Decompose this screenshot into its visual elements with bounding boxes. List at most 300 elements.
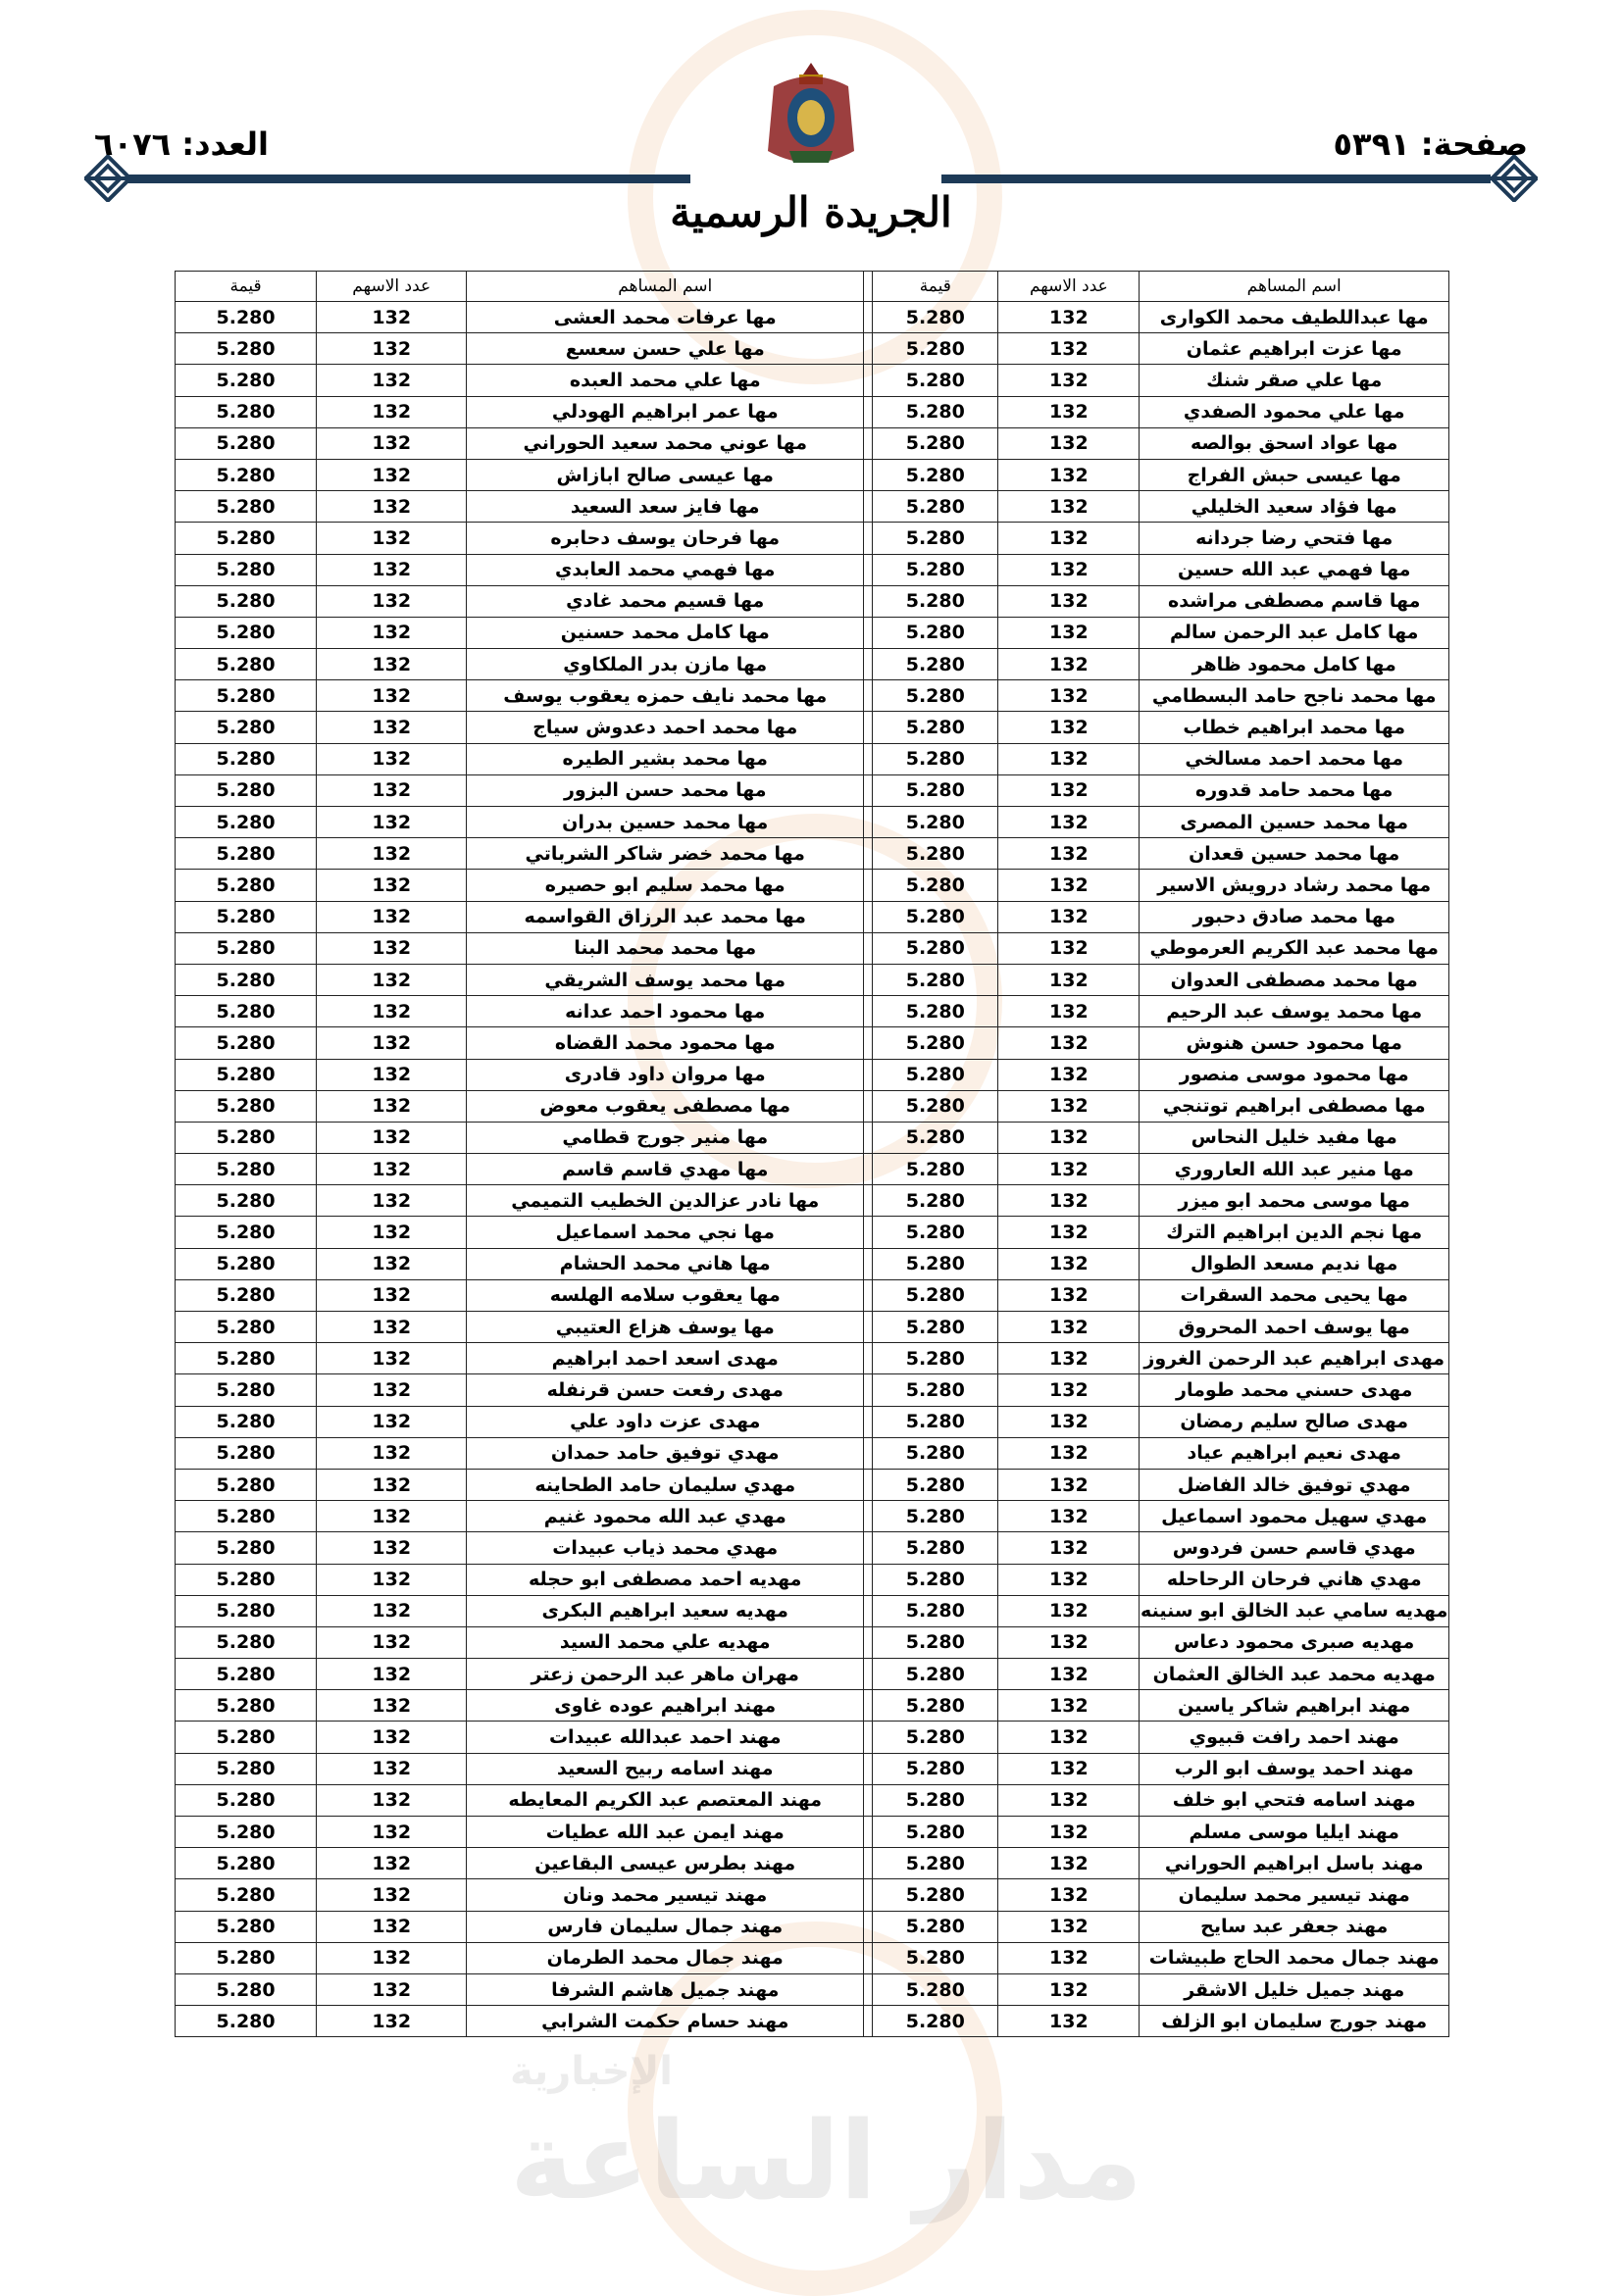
cell-name-left: مها عوني محمد سعيد الحوراني <box>467 427 864 459</box>
cell-name-left: مها محمد سليم ابو حصيره <box>467 870 864 901</box>
table-row <box>176 365 1449 396</box>
cell-name-left: مهدي توفيق حامد حمدان <box>467 1437 864 1469</box>
cell-value-left: 5.280 <box>176 1753 317 1784</box>
column-gap <box>864 1879 873 1911</box>
table-row <box>176 1374 1449 1406</box>
cell-value-right: 5.280 <box>873 1690 998 1722</box>
cell-name-right: مها كامل عبد الرحمن سالم <box>1140 617 1449 648</box>
cell-shares-left: 132 <box>317 617 467 648</box>
cell-value-left: 5.280 <box>176 1532 317 1564</box>
cell-value-left: 5.280 <box>176 617 317 648</box>
cell-value-left: 5.280 <box>176 743 317 774</box>
cell-name-left: مهدي سليمان حامد الطحاينه <box>467 1469 864 1500</box>
cell-shares-right: 132 <box>998 1879 1140 1911</box>
cell-name-left: مها كامل محمد حسنين <box>467 617 864 648</box>
cell-name-left: مهند اسامه ربيح السعيد <box>467 1753 864 1784</box>
cell-name-left: مها مهدي قاسم قاسم <box>467 1154 864 1185</box>
cell-shares-left: 132 <box>317 932 467 964</box>
cell-name-left: مهدى اسعد احمد ابراهيم <box>467 1343 864 1374</box>
cell-shares-left: 132 <box>317 1690 467 1722</box>
cell-shares-right: 132 <box>998 333 1140 365</box>
cell-name-left: مهند ابراهيم عوده غاوى <box>467 1690 864 1722</box>
cell-shares-left: 132 <box>317 459 467 490</box>
cell-value-right: 5.280 <box>873 2006 998 2037</box>
cell-name-right: مها نديم مسعد الطوال <box>1140 1248 1449 1279</box>
column-gap <box>864 1343 873 1374</box>
table-row <box>176 901 1449 932</box>
cell-value-left: 5.280 <box>176 1154 317 1185</box>
cell-shares-left: 132 <box>317 1185 467 1217</box>
table-row <box>176 1879 1449 1911</box>
cell-shares-right: 132 <box>998 838 1140 870</box>
cell-value-right: 5.280 <box>873 1248 998 1279</box>
column-gap <box>864 365 873 396</box>
column-gap <box>864 1564 873 1595</box>
column-gap <box>864 1312 873 1343</box>
cell-shares-left: 132 <box>317 1343 467 1374</box>
cell-name-right: مهند جمال محمد الحاج طبيشات <box>1140 1942 1449 1973</box>
cell-value-left: 5.280 <box>176 1312 317 1343</box>
column-gap <box>864 302 873 333</box>
table-row <box>176 427 1449 459</box>
header-shares-left: عدد الاسهم <box>317 272 467 302</box>
header-shares-right: عدد الاسهم <box>998 272 1140 302</box>
column-gap <box>864 1090 873 1122</box>
issue-number: العدد: ٦٠٧٦ <box>94 125 270 163</box>
cell-value-left: 5.280 <box>176 491 317 523</box>
column-gap <box>864 459 873 490</box>
table-row <box>176 712 1449 743</box>
column-gap <box>864 807 873 838</box>
column-gap <box>864 1154 873 1185</box>
cell-name-left: مها علي محمد العبده <box>467 365 864 396</box>
column-gap <box>864 554 873 585</box>
cell-shares-right: 132 <box>998 680 1140 712</box>
cell-value-right: 5.280 <box>873 1217 998 1248</box>
cell-name-left: مها محمد يوسف الشريقي <box>467 964 864 995</box>
cell-value-left: 5.280 <box>176 1973 317 2005</box>
cell-value-left: 5.280 <box>176 1217 317 1248</box>
cell-name-right: مها محمد صادق دحبور <box>1140 901 1449 932</box>
table-row <box>176 302 1449 333</box>
cell-shares-left: 132 <box>317 1595 467 1626</box>
column-gap <box>864 523 873 554</box>
table-row <box>176 1595 1449 1626</box>
cell-shares-left: 132 <box>317 1122 467 1153</box>
header-name-right: اسم المساهم <box>1140 272 1449 302</box>
cell-shares-left: 132 <box>317 333 467 365</box>
column-gap <box>864 1595 873 1626</box>
cell-shares-left: 132 <box>317 1027 467 1059</box>
cell-name-left: مها مازن بدر الملكاوي <box>467 649 864 680</box>
cell-value-right: 5.280 <box>873 1090 998 1122</box>
cell-name-right: مهند جعفر عبد سايح <box>1140 1911 1449 1942</box>
cell-value-right: 5.280 <box>873 1564 998 1595</box>
cell-value-right: 5.280 <box>873 680 998 712</box>
cell-name-right: مها يوسف احمد المحروق <box>1140 1312 1449 1343</box>
cell-value-right: 5.280 <box>873 491 998 523</box>
table-row <box>176 1469 1449 1500</box>
cell-value-left: 5.280 <box>176 1122 317 1153</box>
cell-value-right: 5.280 <box>873 1279 998 1311</box>
table-row <box>176 1501 1449 1532</box>
cell-name-right: مها قاسم مصطفى مراشده <box>1140 585 1449 617</box>
cell-value-left: 5.280 <box>176 1437 317 1469</box>
cell-name-right: مهند اسامه فتحي ابو خلف <box>1140 1784 1449 1816</box>
cell-value-right: 5.280 <box>873 365 998 396</box>
column-gap <box>864 1817 873 1848</box>
table-row <box>176 617 1449 648</box>
cell-shares-left: 132 <box>317 964 467 995</box>
cell-shares-left: 132 <box>317 1279 467 1311</box>
cell-name-left: مها محمد حسن البزور <box>467 774 864 806</box>
column-gap <box>864 1122 873 1153</box>
cell-value-right: 5.280 <box>873 1185 998 1217</box>
cell-shares-right: 132 <box>998 1406 1140 1437</box>
cell-name-left: مهند بطرس عيسى البقاعين <box>467 1848 864 1879</box>
cell-value-right: 5.280 <box>873 1374 998 1406</box>
cell-name-right: مها علي محمود الصفدي <box>1140 396 1449 427</box>
cell-name-left: مها مروان داود قادرى <box>467 1059 864 1090</box>
cell-name-left: مهران ماهر عبد الرحمن زعتر <box>467 1659 864 1690</box>
cell-name-left: مها يعقوب سلامه الهلسه <box>467 1279 864 1311</box>
cell-value-right: 5.280 <box>873 1879 998 1911</box>
table-row <box>176 585 1449 617</box>
cell-name-right: مها محمد حسين قعدان <box>1140 838 1449 870</box>
cell-name-right: مها محمد يوسف عبد الرحيم <box>1140 996 1449 1027</box>
cell-value-right: 5.280 <box>873 302 998 333</box>
table-row <box>176 1564 1449 1595</box>
table-row <box>176 1626 1449 1658</box>
cell-name-right: مها عبداللطيف محمد الكوارى <box>1140 302 1449 333</box>
cell-value-left: 5.280 <box>176 1659 317 1690</box>
column-gap <box>864 932 873 964</box>
cell-value-right: 5.280 <box>873 1973 998 2005</box>
table-row <box>176 1217 1449 1248</box>
cell-name-right: مهدي هاني فرحان الرحاحله <box>1140 1564 1449 1595</box>
cell-value-right: 5.280 <box>873 1911 998 1942</box>
column-gap <box>864 491 873 523</box>
cell-shares-right: 132 <box>998 1374 1140 1406</box>
cell-name-right: مها فتحي رضا جردانه <box>1140 523 1449 554</box>
cell-shares-left: 132 <box>317 1469 467 1500</box>
cell-shares-left: 132 <box>317 1879 467 1911</box>
cell-shares-right: 132 <box>998 1312 1140 1343</box>
cell-value-right: 5.280 <box>873 838 998 870</box>
cell-name-left: مها فهمي محمد العابدي <box>467 554 864 585</box>
column-gap <box>864 427 873 459</box>
cell-shares-right: 132 <box>998 554 1140 585</box>
column-gap <box>864 996 873 1027</box>
cell-name-left: مها محمد احمد دعدوش سياج <box>467 712 864 743</box>
column-gap <box>864 1722 873 1753</box>
cell-value-left: 5.280 <box>176 774 317 806</box>
cell-name-left: مهند جميل هاشم الشرفا <box>467 1973 864 2005</box>
cell-name-right: مهند تيسير محمد سليمان <box>1140 1879 1449 1911</box>
cell-shares-left: 132 <box>317 1532 467 1564</box>
cell-value-right: 5.280 <box>873 554 998 585</box>
cell-name-left: مهند احمد عبدالله عبيدات <box>467 1722 864 1753</box>
cell-shares-right: 132 <box>998 2006 1140 2037</box>
cell-value-right: 5.280 <box>873 523 998 554</box>
column-gap <box>864 1659 873 1690</box>
cell-value-left: 5.280 <box>176 396 317 427</box>
column-gap <box>864 1532 873 1564</box>
cell-value-left: 5.280 <box>176 1911 317 1942</box>
cell-shares-left: 132 <box>317 554 467 585</box>
table-row <box>176 491 1449 523</box>
cell-name-left: مها قسيم محمد غادي <box>467 585 864 617</box>
table-row <box>176 964 1449 995</box>
shareholders-table <box>175 271 1449 2037</box>
table-header-row <box>176 272 1449 302</box>
cell-value-left: 5.280 <box>176 427 317 459</box>
column-gap <box>864 1690 873 1722</box>
cell-value-right: 5.280 <box>873 1343 998 1374</box>
cell-shares-left: 132 <box>317 1722 467 1753</box>
cell-name-left: مهديه احمد مصطفى ابو حجله <box>467 1564 864 1595</box>
table-row <box>176 1406 1449 1437</box>
cell-shares-left: 132 <box>317 774 467 806</box>
cell-name-right: مها عواد اسحق بوالصه <box>1140 427 1449 459</box>
cell-shares-right: 132 <box>998 1564 1140 1595</box>
cell-name-right: مها محمود حسن هنوش <box>1140 1027 1449 1059</box>
cell-shares-left: 132 <box>317 491 467 523</box>
cell-value-left: 5.280 <box>176 1343 317 1374</box>
table-row <box>176 1532 1449 1564</box>
cell-shares-left: 132 <box>317 838 467 870</box>
cell-name-left: مها نادر عزالدين الخطيب التميمي <box>467 1185 864 1217</box>
table-row <box>176 932 1449 964</box>
cell-shares-left: 132 <box>317 807 467 838</box>
cell-name-right: مها مفيد خليل النحاس <box>1140 1122 1449 1153</box>
cell-shares-right: 132 <box>998 491 1140 523</box>
cell-name-right: مها محمود موسى منصور <box>1140 1059 1449 1090</box>
header-name-left: اسم المساهم <box>467 272 864 302</box>
column-gap <box>864 1217 873 1248</box>
cell-value-left: 5.280 <box>176 1564 317 1595</box>
cell-shares-right: 132 <box>998 1437 1140 1469</box>
page-number: صفحة: ٥٣٩١ <box>1333 125 1528 163</box>
cell-shares-right: 132 <box>998 964 1140 995</box>
table-row <box>176 1312 1449 1343</box>
column-gap <box>864 1248 873 1279</box>
cell-shares-left: 132 <box>317 427 467 459</box>
cell-name-right: مها مصطفى ابراهيم توتنجي <box>1140 1090 1449 1122</box>
cell-name-right: مها نجم الدين ابراهيم الترك <box>1140 1217 1449 1248</box>
cell-shares-left: 132 <box>317 870 467 901</box>
cell-value-left: 5.280 <box>176 1406 317 1437</box>
cell-value-left: 5.280 <box>176 1469 317 1500</box>
cell-shares-left: 132 <box>317 365 467 396</box>
cell-shares-right: 132 <box>998 712 1140 743</box>
cell-name-left: مهند حسام حكمت الشرابي <box>467 2006 864 2037</box>
column-gap <box>864 333 873 365</box>
cell-shares-right: 132 <box>998 459 1140 490</box>
cell-shares-left: 132 <box>317 1374 467 1406</box>
cell-shares-left: 132 <box>317 1911 467 1942</box>
header-value-left: قيمة <box>176 272 317 302</box>
cell-value-left: 5.280 <box>176 1185 317 1217</box>
cell-shares-right: 132 <box>998 1911 1140 1942</box>
cell-name-right: مهند ابراهيم شاكر ياسين <box>1140 1690 1449 1722</box>
cell-shares-right: 132 <box>998 1784 1140 1816</box>
cell-value-right: 5.280 <box>873 901 998 932</box>
cell-value-left: 5.280 <box>176 302 317 333</box>
table-body <box>176 302 1449 2037</box>
cell-value-left: 5.280 <box>176 554 317 585</box>
column-gap <box>864 1059 873 1090</box>
table-row <box>176 1722 1449 1753</box>
cell-name-right: مها محمد احمد مسالخي <box>1140 743 1449 774</box>
watermark-brand: مدار الساعة <box>510 2098 1143 2223</box>
cell-value-right: 5.280 <box>873 1942 998 1973</box>
cell-shares-left: 132 <box>317 1501 467 1532</box>
cell-value-left: 5.280 <box>176 1501 317 1532</box>
cell-shares-left: 132 <box>317 1406 467 1437</box>
cell-shares-left: 132 <box>317 1848 467 1879</box>
cell-value-left: 5.280 <box>176 1626 317 1658</box>
cell-value-right: 5.280 <box>873 807 998 838</box>
cell-name-right: مهدي توفيق خالد الفاضل <box>1140 1469 1449 1500</box>
table-row <box>176 1343 1449 1374</box>
cell-name-left: مهدي محمد ذياب عبيدات <box>467 1532 864 1564</box>
cell-value-left: 5.280 <box>176 712 317 743</box>
column-gap <box>864 649 873 680</box>
cell-name-right: مهدى حسني محمد طومار <box>1140 1374 1449 1406</box>
table-row <box>176 2006 1449 2037</box>
cell-value-right: 5.280 <box>873 932 998 964</box>
cell-value-left: 5.280 <box>176 585 317 617</box>
cell-name-right: مها محمد مصطفى العدوان <box>1140 964 1449 995</box>
cell-shares-right: 132 <box>998 1848 1140 1879</box>
column-gap <box>864 1469 873 1500</box>
cell-value-right: 5.280 <box>873 1406 998 1437</box>
cell-value-right: 5.280 <box>873 1626 998 1658</box>
cell-shares-left: 132 <box>317 712 467 743</box>
cell-shares-right: 132 <box>998 1501 1140 1532</box>
cell-shares-left: 132 <box>317 1312 467 1343</box>
table-row <box>176 1437 1449 1469</box>
cell-value-right: 5.280 <box>873 774 998 806</box>
cell-value-right: 5.280 <box>873 1437 998 1469</box>
cell-shares-right: 132 <box>998 996 1140 1027</box>
cell-value-left: 5.280 <box>176 1690 317 1722</box>
column-gap <box>864 901 873 932</box>
cell-name-right: مها فهمي عبد الله حسين <box>1140 554 1449 585</box>
cell-shares-right: 132 <box>998 1090 1140 1122</box>
cell-shares-right: 132 <box>998 807 1140 838</box>
cell-name-right: مها موسى محمد ابو ميزر <box>1140 1185 1449 1217</box>
cell-value-left: 5.280 <box>176 523 317 554</box>
cell-shares-right: 132 <box>998 1217 1140 1248</box>
column-gap <box>864 1753 873 1784</box>
cell-value-right: 5.280 <box>873 1659 998 1690</box>
cell-name-right: مها محمد حسين المصرى <box>1140 807 1449 838</box>
cell-value-left: 5.280 <box>176 1942 317 1973</box>
cell-value-right: 5.280 <box>873 333 998 365</box>
table-row <box>176 1911 1449 1942</box>
cell-name-left: مهند جمال محمد الطرمان <box>467 1942 864 1973</box>
cell-shares-left: 132 <box>317 1659 467 1690</box>
cell-value-left: 5.280 <box>176 807 317 838</box>
cell-value-right: 5.280 <box>873 1154 998 1185</box>
table-row <box>176 680 1449 712</box>
cell-shares-right: 132 <box>998 302 1140 333</box>
cell-shares-right: 132 <box>998 427 1140 459</box>
cell-name-left: مهدي عبد الله محمود غنيم <box>467 1501 864 1532</box>
table-row <box>176 523 1449 554</box>
cell-value-left: 5.280 <box>176 1248 317 1279</box>
cell-name-left: مها يوسف هزاع العتيبي <box>467 1312 864 1343</box>
column-gap <box>864 743 873 774</box>
table-row <box>176 996 1449 1027</box>
cell-shares-right: 132 <box>998 1248 1140 1279</box>
column-gap <box>864 1185 873 1217</box>
cell-name-left: مها محمد عبد الرزاق القواسمه <box>467 901 864 932</box>
cell-shares-right: 132 <box>998 1469 1140 1500</box>
cell-shares-left: 132 <box>317 1090 467 1122</box>
cell-name-left: مها محمود محمد القضاه <box>467 1027 864 1059</box>
table-row <box>176 649 1449 680</box>
cell-shares-left: 132 <box>317 302 467 333</box>
column-gap <box>864 1279 873 1311</box>
cell-name-left: مها هاني محمد الحشام <box>467 1248 864 1279</box>
cell-value-right: 5.280 <box>873 396 998 427</box>
cell-name-right: مها عيسى حبش الفراج <box>1140 459 1449 490</box>
cell-value-right: 5.280 <box>873 1501 998 1532</box>
header-rule-left <box>127 175 690 183</box>
table-row <box>176 743 1449 774</box>
header-value-right: قيمة <box>873 272 998 302</box>
cell-shares-left: 132 <box>317 1784 467 1816</box>
cell-name-right: مهدي قاسم حسن فردوس <box>1140 1532 1449 1564</box>
cell-shares-right: 132 <box>998 1595 1140 1626</box>
table-row <box>176 1784 1449 1816</box>
cell-name-left: مها علي حسن سعسع <box>467 333 864 365</box>
cell-value-right: 5.280 <box>873 427 998 459</box>
cell-name-right: مهند جورج سليمان ابو الزلف <box>1140 2006 1449 2037</box>
cell-value-right: 5.280 <box>873 964 998 995</box>
cell-name-right: مها محمد حامد قدوره <box>1140 774 1449 806</box>
cell-shares-left: 132 <box>317 1942 467 1973</box>
cell-name-right: مهديه محمد عبد الخالق العثمان <box>1140 1659 1449 1690</box>
cell-name-left: مها عيسى صالح ابازاش <box>467 459 864 490</box>
column-gap <box>864 1406 873 1437</box>
cell-name-right: مهند جميل خليل الاشقر <box>1140 1973 1449 2005</box>
cell-shares-right: 132 <box>998 1973 1140 2005</box>
cell-value-left: 5.280 <box>176 1595 317 1626</box>
cell-value-left: 5.280 <box>176 1090 317 1122</box>
cell-shares-left: 132 <box>317 1817 467 1848</box>
cell-shares-left: 132 <box>317 1248 467 1279</box>
cell-name-right: مها يحيى محمد السقرات <box>1140 1279 1449 1311</box>
cell-name-right: مها منير عبد الله العاروري <box>1140 1154 1449 1185</box>
cell-value-left: 5.280 <box>176 365 317 396</box>
cell-name-right: مها علي صقر شنك <box>1140 365 1449 396</box>
cell-shares-right: 132 <box>998 1122 1140 1153</box>
cell-name-left: مها عمر ابراهيم الهودلي <box>467 396 864 427</box>
table-row <box>176 333 1449 365</box>
cell-value-right: 5.280 <box>873 1059 998 1090</box>
cell-name-left: مها فايز سعد السعيد <box>467 491 864 523</box>
cell-name-left: مهند ايمن عبد الله عطيات <box>467 1817 864 1848</box>
cell-value-left: 5.280 <box>176 996 317 1027</box>
cell-shares-right: 132 <box>998 523 1140 554</box>
cell-shares-right: 132 <box>998 1626 1140 1658</box>
cell-value-right: 5.280 <box>873 712 998 743</box>
cell-name-left: مها محمد نايف حمزه يعقوب يوسف <box>467 680 864 712</box>
